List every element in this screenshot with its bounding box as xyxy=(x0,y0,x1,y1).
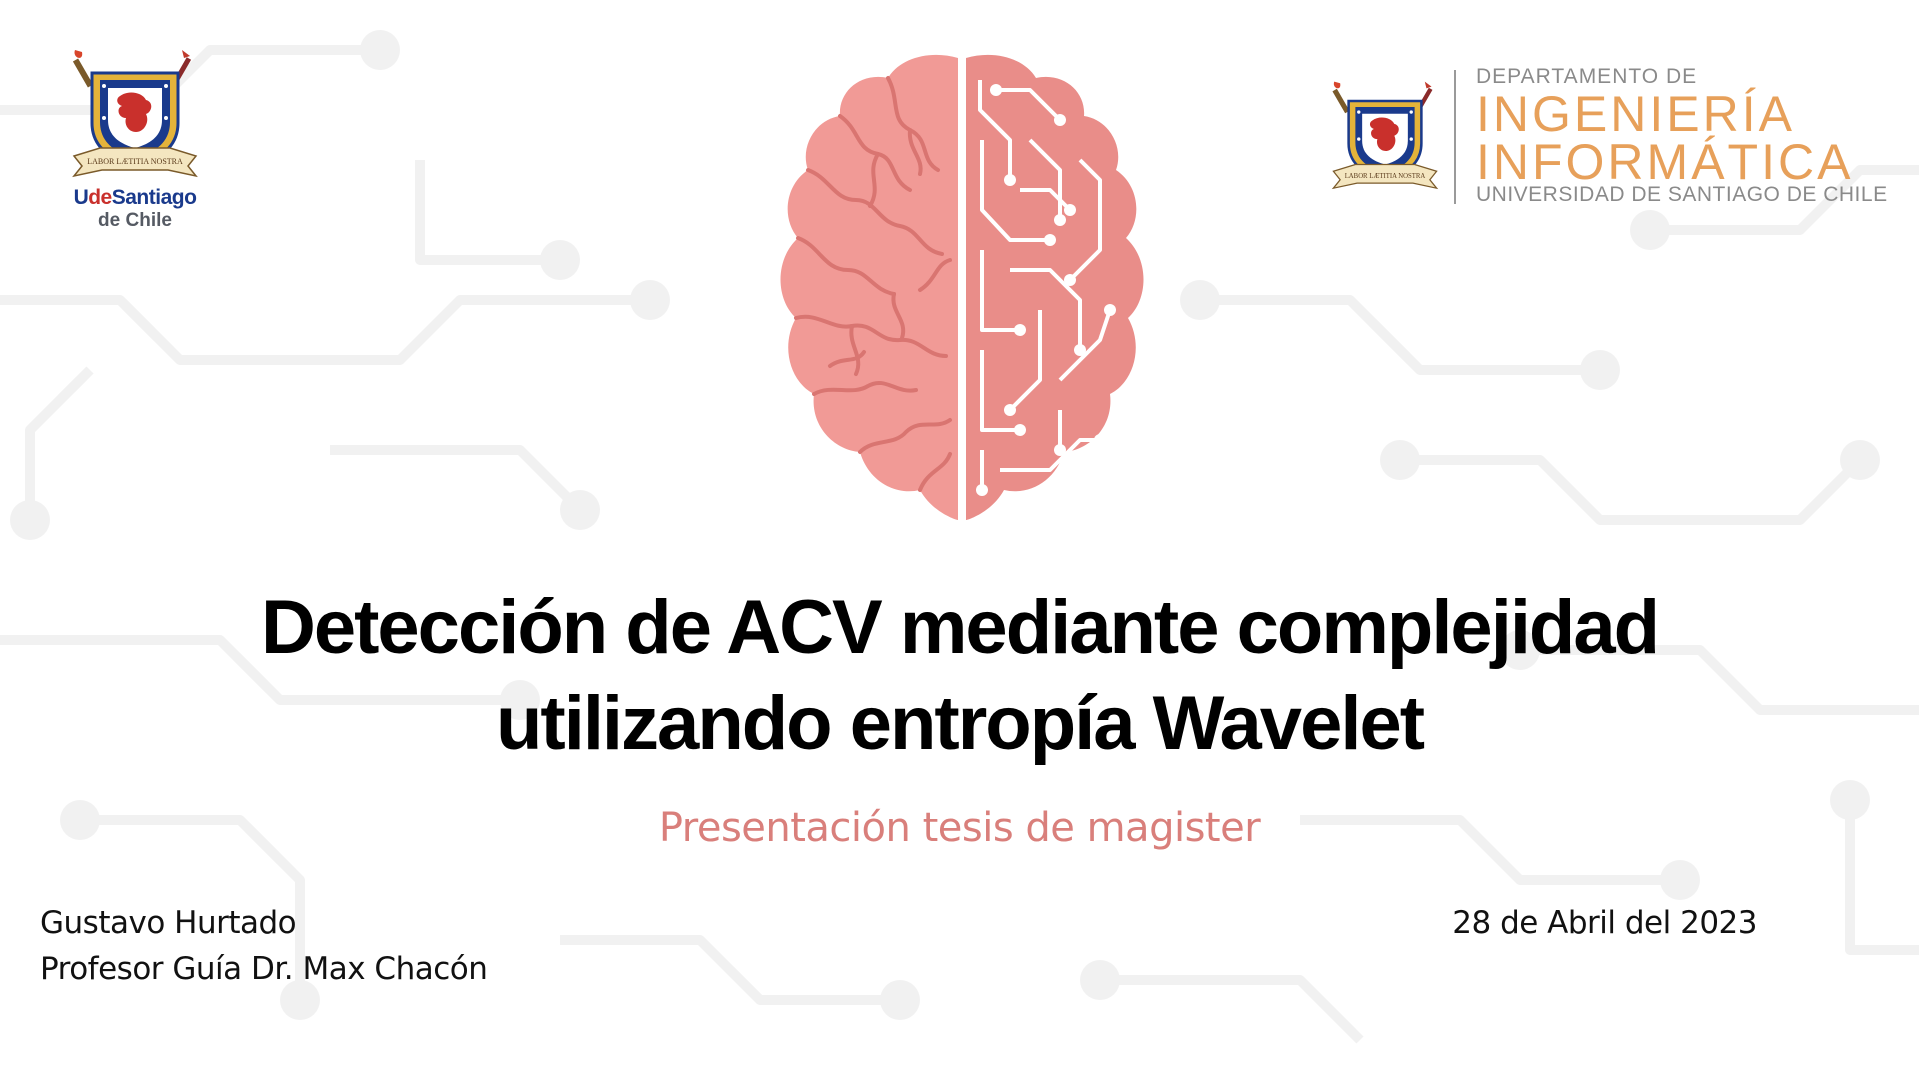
presentation-date: 28 de Abril del 2023 xyxy=(1452,905,1757,941)
usach-name-u: U xyxy=(73,186,89,209)
advisor-name: Profesor Guía Dr. Max Chacón xyxy=(40,951,488,987)
usach-logo xyxy=(70,48,200,233)
slide-subtitle: Presentación tesis de magister xyxy=(658,805,1261,851)
brain-circuit-icon xyxy=(760,50,1165,550)
usach-name-line2: de Chile xyxy=(98,210,172,231)
logo-divider xyxy=(1454,70,1456,204)
usach-name xyxy=(70,186,200,210)
author-name: Gustavo Hurtado xyxy=(40,905,297,941)
author-block xyxy=(40,900,487,992)
slide-title xyxy=(0,580,1919,772)
diinf-logo xyxy=(1330,65,1890,215)
university-shield-icon xyxy=(1330,69,1440,205)
dept-line3: INFORMÁTICA xyxy=(1476,134,1854,190)
slide-title-line1: Detección de ACV mediante complejidad xyxy=(260,585,1659,670)
shield-motto: LABOR LÆTITIA NOSTRA xyxy=(1344,173,1426,181)
dept-line2: INGENIERÍA xyxy=(1476,86,1795,142)
university-shield-icon xyxy=(70,48,200,183)
shield-motto: LABOR LÆTITIA NOSTRA xyxy=(87,157,183,166)
usach-name-de: de xyxy=(88,186,112,209)
slide-title-line2: utilizando entropía Wavelet xyxy=(495,681,1424,766)
dept-line1: DEPARTAMENTO DE xyxy=(1476,65,1698,88)
diinf-shield xyxy=(1330,69,1440,205)
dept-line4: UNIVERSIDAD DE SANTIAGO DE CHILE xyxy=(1476,183,1888,206)
usach-name-santiago: Santiago xyxy=(111,186,197,209)
